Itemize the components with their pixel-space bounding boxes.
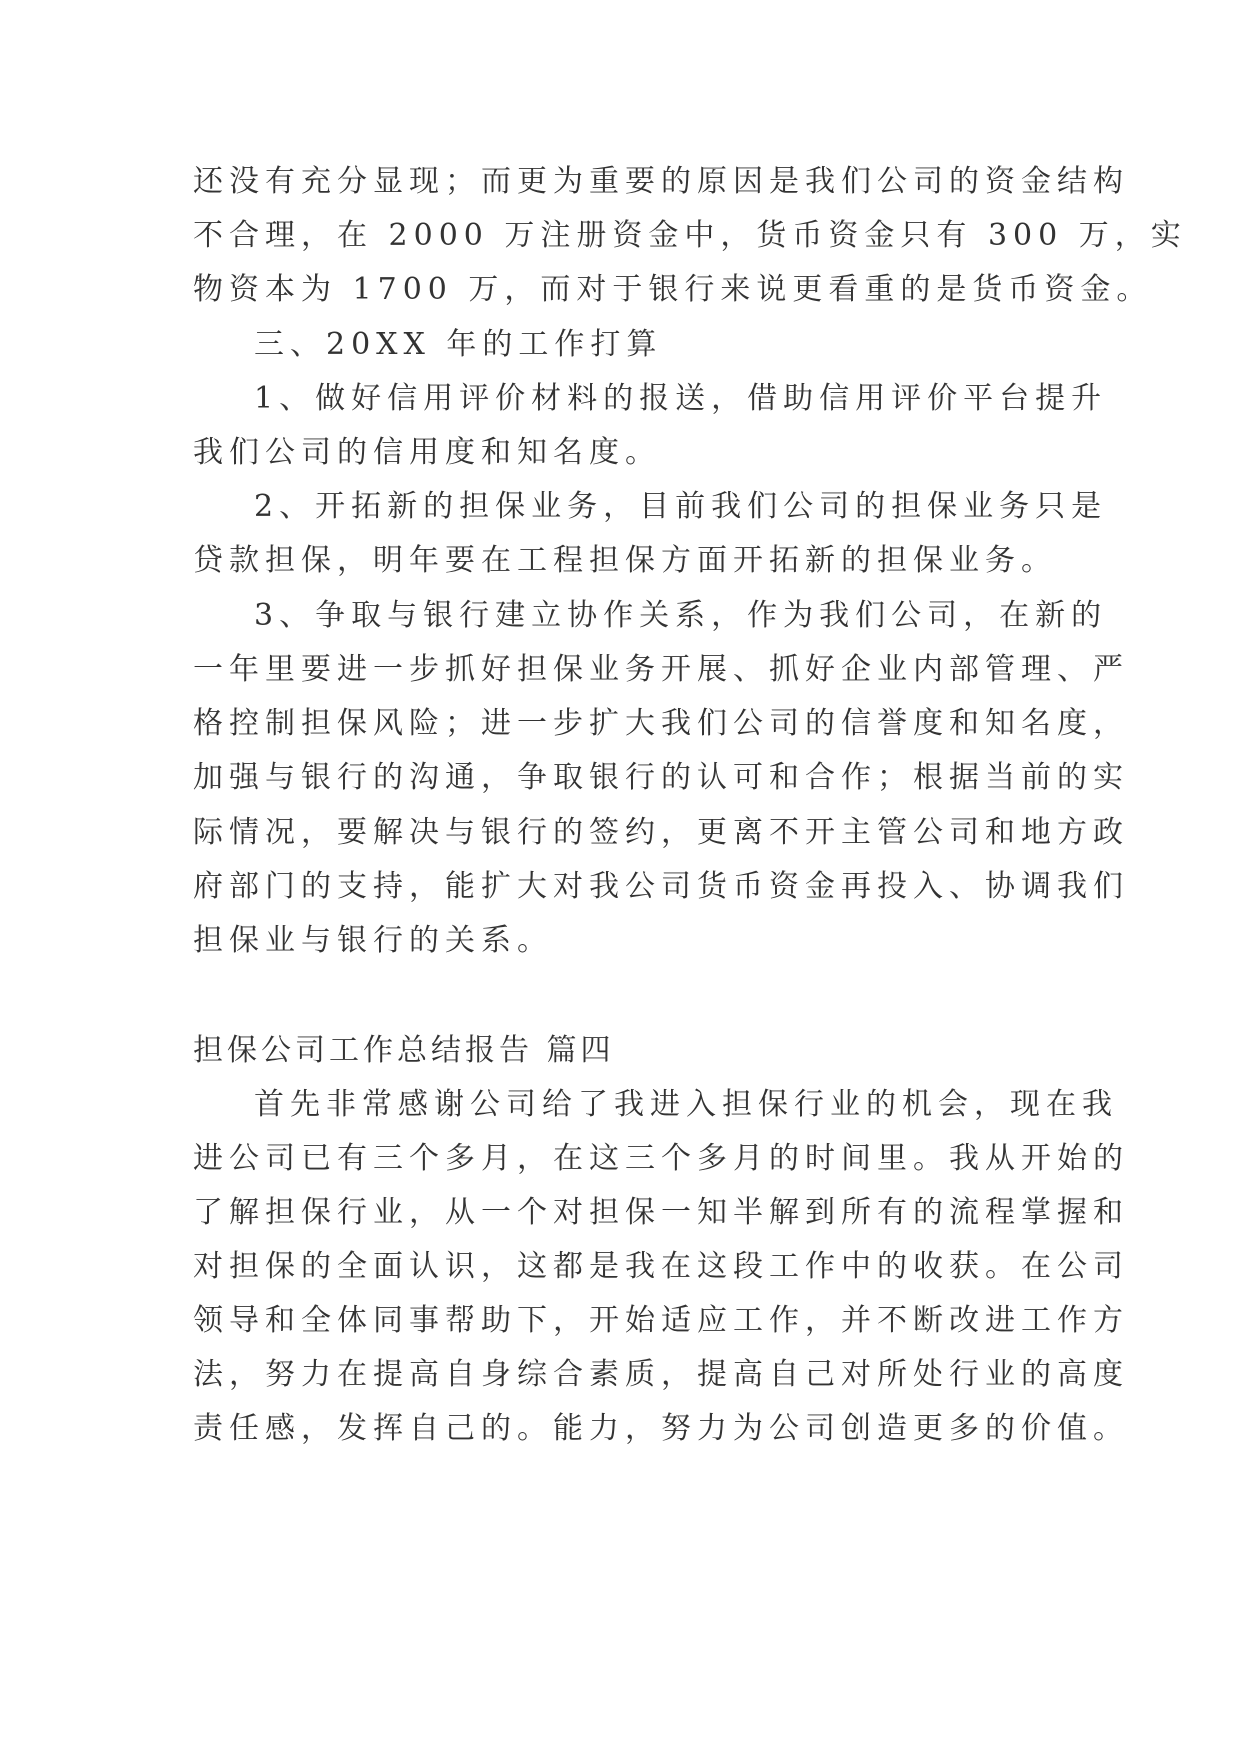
text-line: 贷款担保，明年要在工程担保方面开拓新的担保业务。 (193, 543, 1057, 578)
text-line: 府部门的支持，能扩大对我公司货币资金再投入、协调我们 (193, 869, 1129, 904)
text-line: 1、做好信用评价材料的报送，借助信用评价平台提升 (254, 381, 1108, 416)
text-line: 进公司已有三个多月，在这三个多月的时间里。我从开始的 (193, 1141, 1129, 1176)
text-line: 一年里要进一步抓好担保业务开展、抓好企业内部管理、严 (193, 652, 1129, 687)
text-line: 格控制担保风险；进一步扩大我们公司的信誉度和知名度， (193, 706, 1129, 741)
text-line: 领导和全体同事帮助下，开始适应工作，并不断改进工作方 (193, 1303, 1129, 1338)
text-line: 加强与银行的沟通，争取银行的认可和合作；根据当前的实 (193, 760, 1129, 795)
text-line: 担保业与银行的关系。 (193, 923, 553, 958)
text-line: 责任感，发挥自己的。能力，努力为公司创造更多的价值。 (193, 1411, 1129, 1446)
text-line: 不合理，在 2000 万注册资金中，货币资金只有 300 万，实 (193, 218, 1187, 253)
text-line: 法，努力在提高自身综合素质，提高自己对所处行业的高度 (193, 1357, 1129, 1392)
text-line: 了解担保行业，从一个对担保一知半解到所有的流程掌握和 (193, 1195, 1129, 1230)
section-heading: 三、20XX 年的工作打算 (254, 327, 663, 362)
text-line: 对担保的全面认识，这都是我在这段工作中的收获。在公司 (193, 1249, 1129, 1284)
text-line: 首先非常感谢公司给了我进入担保行业的机会，现在我 (254, 1087, 1118, 1122)
text-line: 2、开拓新的担保业务，目前我们公司的担保业务只是 (254, 489, 1108, 524)
text-line: 我们公司的信用度和知名度。 (193, 435, 661, 470)
text-line: 际情况，要解决与银行的签约，更离不开主管公司和地方政 (193, 815, 1129, 850)
text-line: 还没有充分显现；而更为重要的原因是我们公司的资金结构 (193, 164, 1129, 199)
text-line: 物资本为 1700 万，而对于银行来说更看重的是货币资金。 (193, 272, 1153, 307)
text-line: 3、争取与银行建立协作关系，作为我们公司，在新的 (254, 598, 1108, 633)
article-title: 担保公司工作总结报告 篇四 (193, 1033, 615, 1068)
